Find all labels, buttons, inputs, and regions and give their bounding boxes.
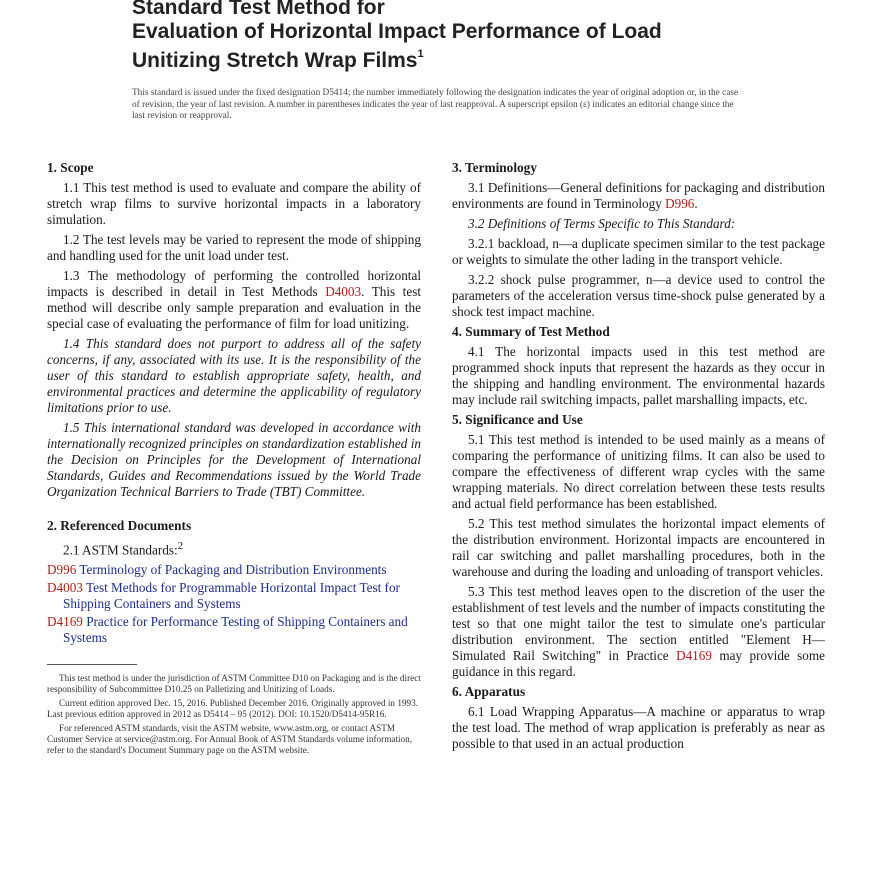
spacer [47, 504, 421, 518]
reference-item [47, 614, 421, 646]
referenced-documents-list [47, 562, 421, 646]
para-3-2: 3.2 Definitions of Terms Specific to This Standard: [468, 216, 736, 231]
section-heading-summary: 4. Summary of Test Method [452, 324, 610, 339]
para-5-3 [452, 584, 825, 680]
para-3-1-text-b: . [694, 196, 698, 211]
para-5-3-text-b: may provide some guidance in this regard. [452, 648, 826, 679]
reference-link-d4003[interactable]: D4003 [325, 284, 362, 299]
para-1-4: 1.4 This standard does not purport to address all of the safety concerns, if any, associated with its use. It is the responsibility of the user of this standard to establish appropriate safety, health, and environmental practices and determine the applicability of regulatory limitations prior to use. [47, 336, 421, 415]
reference-title[interactable]: Practice for Performance Testing of Shipping Containers and Systems [63, 614, 408, 646]
para-1-1: 1.1 This test method is used to evaluate and compare the ability of stretch wrap films to survive horizontal impacts in a laboratory simulation. [47, 180, 421, 227]
section-heading-apparatus: 6. Apparatus [452, 684, 526, 699]
reference-link-d996[interactable]: D996 [665, 196, 695, 211]
section-heading-terminology: 3. Terminology [452, 160, 537, 175]
right-column [452, 160, 825, 756]
para-6-1: 6.1 Load Wrapping Apparatus—A machine or apparatus to wrap the test load. The method of wrap application is preferably as near as possible to that used in an actual production [452, 704, 825, 751]
para-3-1 [452, 180, 825, 212]
reference-title[interactable]: Terminology of Packaging and Distribution Environments [79, 562, 387, 578]
para-3-2-2: 3.2.2 shock pulse programmer, n—a device used to control the parameters of the acceleration versus time-shock pulse generated by a shock test impact machine. [452, 272, 825, 319]
footnote-divider [47, 664, 137, 665]
title-line-3 [132, 44, 772, 73]
para-1-2: 1.2 The test levels may be varied to represent the mode of shipping and handling used for the unit load under test. [47, 232, 421, 263]
reference-link-d4169[interactable]: D4169 [676, 648, 712, 663]
reference-code-d4003[interactable]: D4003 [47, 580, 83, 596]
para-5-2: 5.2 This test method simulates the horizontal impact elements of the distribution environment. Horizontal impacts are encountered in rail car switching and pallet marshalling procedures, both in the warehouse and during the loading and unloading of transport vehicles. [452, 516, 825, 579]
reference-item [47, 562, 421, 578]
section-heading-scope: 1. Scope [47, 160, 94, 175]
left-column [47, 160, 421, 759]
para-3-2-1: 3.2.1 backload, n—a duplicate specimen similar to the test package or weights to simulate the other lading in the transport vehicle. [452, 236, 825, 267]
title-line-1: Standard Test Method for [132, 0, 385, 19]
footnote-2: For referenced ASTM standards, visit the ASTM website, www.astm.org, or contact ASTM Customer Service at service@astm.org. For Annual Book of ASTM Standards volume information, refer to the standard's Document Summary page on the ASTM website. [47, 723, 413, 756]
para-2-1 [47, 538, 421, 558]
reference-item [47, 580, 421, 612]
para-1-5: 1.5 This international standard was developed in accordance with internationally recognized principles on standardization established in the Decision on Principles for the Development of International Standards, Guides and Recommendations issued by the World Trade Organization Technical Barriers to Trade (TBT) Committee. [47, 420, 421, 499]
footnote-1: This test method is under the jurisdiction of ASTM Committee D10 on Packaging and is the direct responsibility of Subcommittee D10.25 on Palletizing and Unitizing of Loads. [47, 673, 421, 695]
designation-note: This standard is issued under the fixed designation D5414; the number immediately following the designation indicates the year of original adoption or, in the case of revision, the year of last revision. A number in parentheses indicates the year of last reapproval. A superscript epsilon (ε) indicates an editorial change since the last revision or reapproval. [132, 88, 739, 121]
para-1-3-text-b: . This test method will describe only sample preparation and evaluation in the special case of evaluating the performance of film for load unitizing. [47, 284, 421, 331]
section-heading-referenced-documents: 2. Referenced Documents [47, 518, 192, 533]
para-5-1: 5.1 This test method is intended to be used mainly as a means of comparing the performance of unitizing films. It can also be used to compare the effectiveness of different wrap cycles with the same wrapping materials. No direct correlation between these tests results and actual field performance has been established. [452, 432, 825, 511]
title-line-3-text: Unitizing Stretch Wrap Films [132, 49, 418, 72]
title-line-2: Evaluation of Horizontal Impact Performance of Load [132, 20, 662, 43]
para-3-1-text-a: 3.1 Definitions—General definitions for packaging and distribution environments are found in Terminology [452, 180, 825, 211]
section-heading-significance: 5. Significance and Use [452, 412, 583, 427]
para-1-3 [47, 268, 421, 332]
para-2-1-text: 2.1 ASTM Standards: [63, 542, 178, 558]
reference-title[interactable]: Test Methods for Programmable Horizontal Impact Test for Shipping Containers and Systems [63, 580, 400, 612]
reference-code-d996[interactable]: D996 [47, 562, 77, 578]
reference-code-d4169[interactable]: D4169 [47, 614, 83, 630]
para-1-3-text-a: 1.3 The methodology of performing the controlled horizontal impacts is described in detail in Test Methods [47, 268, 421, 299]
title-footnote-marker[interactable]: 1 [417, 48, 424, 60]
para-4-1: 4.1 The horizontal impacts used in this test method are programmed shock inputs that represent the hazards as they occur in the shipping and handling environment. The environmental hazards may include rail switching impacts, pallet marshalling impacts, etc. [452, 344, 825, 407]
footnote-edition: Current edition approved Dec. 15, 2016. Published December 2016. Originally approved in 1993. Last previous edition approved in 2012 as D5414 – 95 (2012). DOI: 10.1520/D5414-95R16. [47, 698, 418, 720]
para-5-3-text-a: 5.3 This test method leaves open to the discretion of the user the establishment of test levels and the number of impacts constituting the test so that one might tailor the test to simulate one's particular distribution environment. The section entitled "Element H—Simulated Rail Switching" in Practice [452, 584, 825, 663]
footnote-marker-2[interactable]: 2 [177, 540, 184, 552]
document-title [132, 0, 772, 73]
